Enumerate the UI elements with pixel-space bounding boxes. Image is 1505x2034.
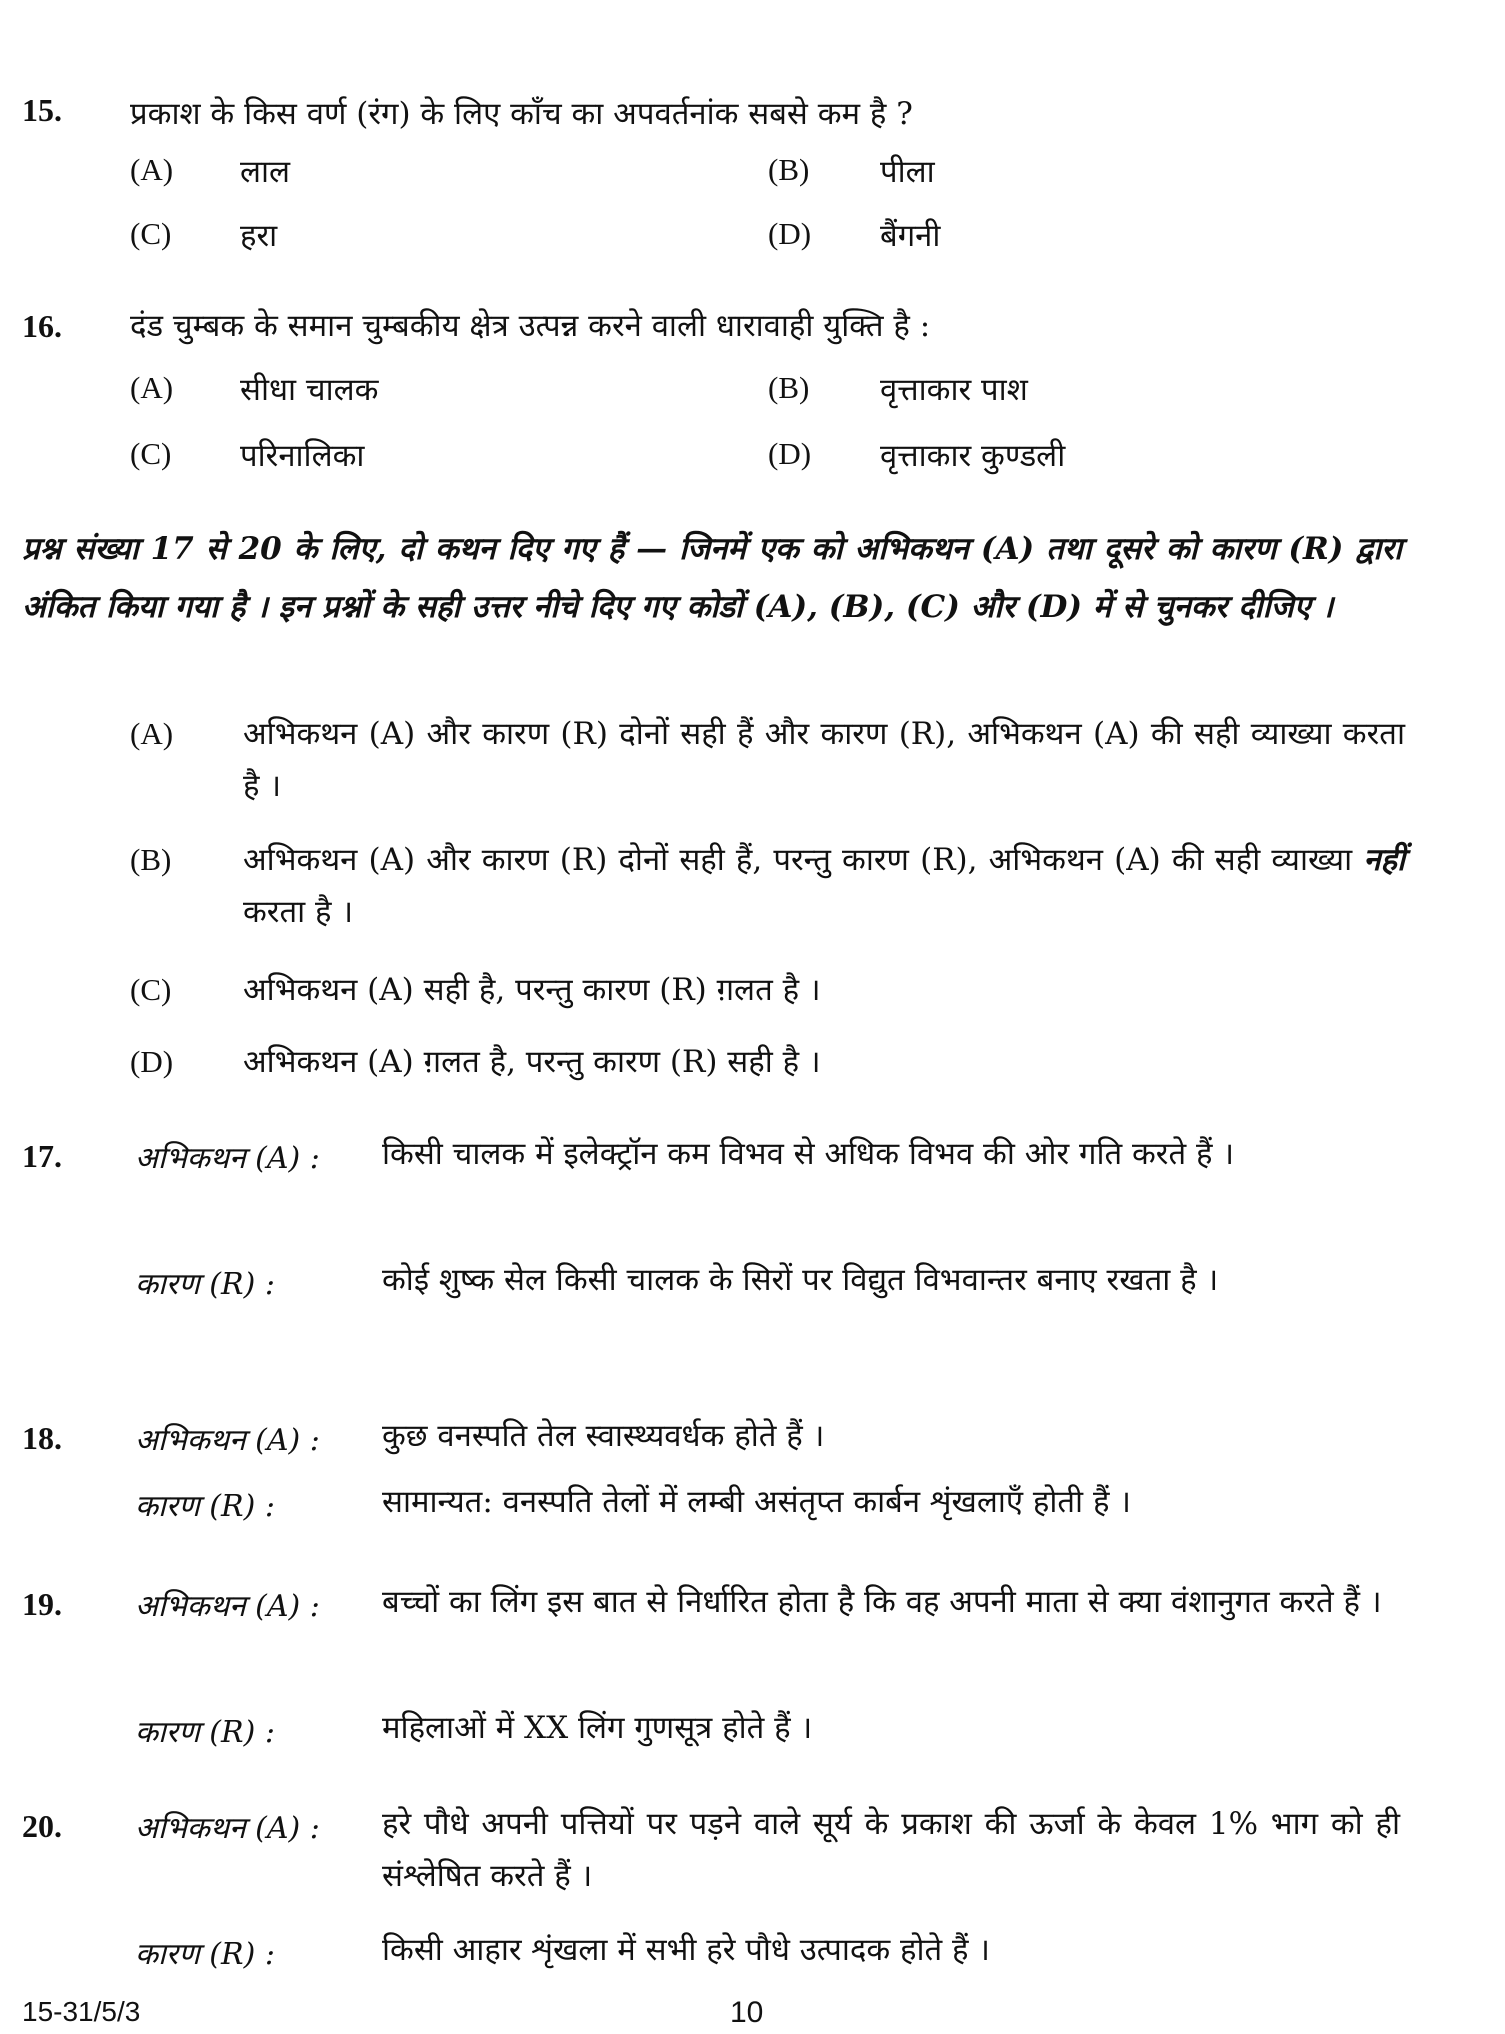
reason-label: कारण (R) : <box>135 1489 275 1524</box>
answer-code-c <box>130 964 1405 1020</box>
assertion-label: अभिकथन (A) : <box>135 1141 320 1176</box>
assertion-reason-instructions: प्रश्न संख्या 17 से 20 के लिए, दो कथन दिए गए हैं — जिनमें एक को अभिकथन (A) तथा दूसरे को कारण (R) द्वारा अंकित किया गया है । इन प्रश्नों के सही उत्तर नीचे दिए गए कोडों (A), (B), (C) और (D) में से चुनकर दीजिए । <box>22 531 1402 625</box>
assertion-text: किसी चालक में इलेक्ट्रॉन कम विभव से अधिक विभव की ओर गति करते हैं । <box>382 1136 1235 1172</box>
reason-text: सामान्यत: वनस्पति तेलों में लम्बी असंतृप्त कार्बन शृंखलाएँ होती हैं । <box>382 1484 1132 1520</box>
question-number: 19. <box>22 1586 62 1622</box>
question-number: 17. <box>22 1138 62 1174</box>
option-label: (B) <box>768 370 810 405</box>
code-text: अभिकथन (A) और कारण (R) दोनों सही हैं और कारण (R), अभिकथन (A) की सही व्याख्या करता है । <box>243 716 1405 804</box>
option-label: (C) <box>130 216 172 251</box>
reason-label: कारण (R) : <box>135 1937 275 1972</box>
code-label: (D) <box>130 1044 174 1079</box>
code-text: अभिकथन (A) सही है, परन्तु कारण (R) ग़लत है । <box>243 972 821 1008</box>
option-label: (C) <box>130 436 172 471</box>
assertion-label: अभिकथन (A) : <box>135 1589 320 1624</box>
option-label: (D) <box>768 216 812 251</box>
option-text: हरा <box>240 218 278 254</box>
reason-text: महिलाओं में XX लिंग गुणसूत्र होते हैं । <box>382 1710 813 1746</box>
option-label: (A) <box>130 152 174 187</box>
answer-code-b <box>130 834 1405 944</box>
assertion-label: अभिकथन (A) : <box>135 1811 320 1846</box>
option-label: (D) <box>768 436 812 471</box>
code-text-before: अभिकथन (A) और कारण (R) दोनों सही हैं, परन्तु कारण (R), अभिकथन (A) की सही व्याख्या <box>243 842 1353 878</box>
code-label: (C) <box>130 972 172 1007</box>
option-text: पीला <box>880 154 935 190</box>
answer-code-a <box>130 708 1405 818</box>
reason-text: किसी आहार शृंखला में सभी हरे पौधे उत्पादक होते हैं । <box>382 1932 991 1968</box>
option-text: बैंगनी <box>880 218 941 254</box>
assertion-text: हरे पौधे अपनी पत्तियों पर पड़ने वाले सूर्य के प्रकाश की ऊर्जा के केवल 1% भाग को ही संश्लेषित करते हैं । <box>382 1806 1400 1894</box>
assertion-label: अभिकथन (A) : <box>135 1423 320 1458</box>
option-text: वृत्ताकार कुण्डली <box>880 438 1066 474</box>
paper-code: 15-31/5/3 <box>22 1996 141 2027</box>
option-label: (A) <box>130 370 174 405</box>
reason-label: कारण (R) : <box>135 1267 275 1302</box>
answer-code-d <box>130 1036 1405 1092</box>
question-number: 18. <box>22 1420 62 1456</box>
code-text-after: करता है । <box>243 894 354 930</box>
question-text: दंड चुम्बक के समान चुम्बकीय क्षेत्र उत्पन्न करने वाली धारावाही युक्ति है : <box>130 308 931 344</box>
reason-text: कोई शुष्क सेल किसी चालक के सिरों पर विद्युत विभवान्तर बनाए रखता है । <box>382 1262 1219 1298</box>
code-text: अभिकथन (A) ग़लत है, परन्तु कारण (R) सही है । <box>243 1044 821 1080</box>
reason-label: कारण (R) : <box>135 1715 275 1750</box>
question-number: 16. <box>22 308 62 344</box>
assertion-text: बच्चों का लिंग इस बात से निर्धारित होता है कि वह अपनी माता से क्या वंशानुगत करते हैं । <box>382 1584 1382 1620</box>
emphasis-not: नहीं <box>1363 842 1406 878</box>
code-label: (B) <box>130 842 172 877</box>
question-number: 15. <box>22 92 62 128</box>
question-text: प्रकाश के किस वर्ण (रंग) के लिए काँच का अपवर्तनांक सबसे कम है ? <box>130 96 913 132</box>
question-number: 20. <box>22 1808 62 1844</box>
option-text: वृत्ताकार पाश <box>880 372 1028 408</box>
page-number: 10 <box>730 1996 764 2029</box>
option-text: परिनालिका <box>240 438 365 474</box>
option-label: (B) <box>768 152 810 187</box>
code-label: (A) <box>130 716 174 751</box>
code-text <box>243 834 1405 938</box>
assertion-text: कुछ वनस्पति तेल स्वास्थ्यवर्धक होते हैं । <box>382 1418 825 1454</box>
option-text: लाल <box>240 154 291 190</box>
option-text: सीधा चालक <box>240 372 379 408</box>
